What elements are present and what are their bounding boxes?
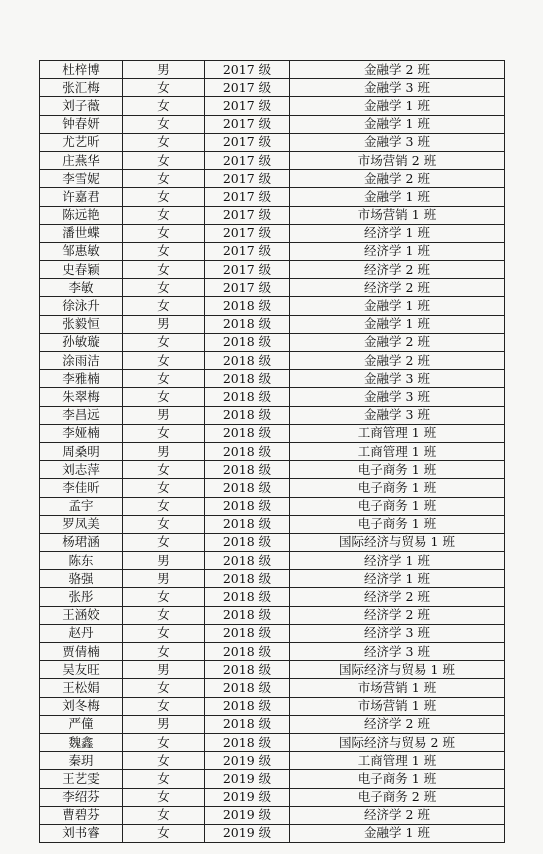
student-name-cell: 严僮	[40, 715, 123, 733]
student-name-cell: 周桑明	[40, 442, 123, 460]
table-row	[40, 133, 505, 151]
class-cell: 金融学 1 班	[290, 188, 505, 206]
table-row	[40, 352, 505, 370]
class-cell: 经济学 2 班	[290, 606, 505, 624]
gender-cell: 女	[123, 824, 205, 842]
student-name-cell: 许嘉君	[40, 188, 123, 206]
class-cell: 国际经济与贸易 2 班	[290, 733, 505, 751]
table-row	[40, 606, 505, 624]
class-cell: 市场营销 1 班	[290, 206, 505, 224]
gender-cell: 男	[123, 61, 205, 79]
class-cell: 经济学 2 班	[290, 279, 505, 297]
gender-cell: 女	[123, 606, 205, 624]
class-cell: 电子商务 1 班	[290, 770, 505, 788]
grade-cell: 2017 级	[205, 79, 290, 97]
gender-cell: 男	[123, 570, 205, 588]
grade-cell: 2018 级	[205, 715, 290, 733]
gender-cell: 男	[123, 406, 205, 424]
gender-cell: 女	[123, 188, 205, 206]
class-cell: 金融学 2 班	[290, 333, 505, 351]
gender-cell: 女	[123, 151, 205, 169]
grade-cell: 2017 级	[205, 151, 290, 169]
class-cell: 金融学 1 班	[290, 297, 505, 315]
student-name-cell: 张汇梅	[40, 79, 123, 97]
student-name-cell: 刘子薇	[40, 97, 123, 115]
student-name-cell: 邹惠敏	[40, 242, 123, 260]
student-name-cell: 魏鑫	[40, 733, 123, 751]
gender-cell: 女	[123, 643, 205, 661]
grade-cell: 2017 级	[205, 261, 290, 279]
gender-cell: 女	[123, 752, 205, 770]
student-name-cell: 徐泳升	[40, 297, 123, 315]
student-name-cell: 尤艺昕	[40, 133, 123, 151]
grade-cell: 2017 级	[205, 170, 290, 188]
gender-cell: 女	[123, 97, 205, 115]
table-row	[40, 733, 505, 751]
class-cell: 市场营销 1 班	[290, 679, 505, 697]
gender-cell: 女	[123, 388, 205, 406]
table-row	[40, 315, 505, 333]
grade-cell: 2019 级	[205, 752, 290, 770]
table-row	[40, 588, 505, 606]
class-cell: 市场营销 1 班	[290, 697, 505, 715]
class-cell: 电子商务 1 班	[290, 497, 505, 515]
class-cell: 经济学 3 班	[290, 624, 505, 642]
grade-cell: 2018 级	[205, 497, 290, 515]
student-name-cell: 刘书睿	[40, 824, 123, 842]
class-cell: 经济学 3 班	[290, 643, 505, 661]
grade-cell: 2018 级	[205, 461, 290, 479]
gender-cell: 女	[123, 333, 205, 351]
gender-cell: 男	[123, 442, 205, 460]
grade-cell: 2018 级	[205, 333, 290, 351]
gender-cell: 女	[123, 497, 205, 515]
grade-cell: 2017 级	[205, 188, 290, 206]
student-name-cell: 李娅楠	[40, 424, 123, 442]
grade-cell: 2018 级	[205, 315, 290, 333]
gender-cell: 女	[123, 733, 205, 751]
gender-cell: 女	[123, 679, 205, 697]
class-cell: 金融学 2 班	[290, 352, 505, 370]
grade-cell: 2018 级	[205, 624, 290, 642]
grade-cell: 2018 级	[205, 697, 290, 715]
gender-cell: 女	[123, 424, 205, 442]
class-cell: 经济学 2 班	[290, 261, 505, 279]
student-name-cell: 刘冬梅	[40, 697, 123, 715]
class-cell: 金融学 3 班	[290, 388, 505, 406]
grade-cell: 2017 级	[205, 61, 290, 79]
gender-cell: 女	[123, 279, 205, 297]
table-row	[40, 661, 505, 679]
student-name-cell: 刘志萍	[40, 461, 123, 479]
student-name-cell: 钟春妍	[40, 115, 123, 133]
student-name-cell: 涂雨洁	[40, 352, 123, 370]
class-cell: 金融学 3 班	[290, 370, 505, 388]
table-row	[40, 406, 505, 424]
table-row	[40, 497, 505, 515]
table-row	[40, 424, 505, 442]
grade-cell: 2018 级	[205, 424, 290, 442]
gender-cell: 女	[123, 806, 205, 824]
class-cell: 国际经济与贸易 1 班	[290, 533, 505, 551]
student-name-cell: 秦玥	[40, 752, 123, 770]
table-row	[40, 697, 505, 715]
table-row	[40, 61, 505, 79]
student-name-cell: 赵丹	[40, 624, 123, 642]
table-row	[40, 297, 505, 315]
table-row	[40, 188, 505, 206]
grade-cell: 2017 级	[205, 97, 290, 115]
student-name-cell: 杜梓博	[40, 61, 123, 79]
student-name-cell: 李佳昕	[40, 479, 123, 497]
gender-cell: 女	[123, 770, 205, 788]
gender-cell: 女	[123, 297, 205, 315]
table-row	[40, 115, 505, 133]
student-name-cell: 罗凤美	[40, 515, 123, 533]
grade-cell: 2018 级	[205, 606, 290, 624]
class-cell: 国际经济与贸易 1 班	[290, 661, 505, 679]
grade-cell: 2018 级	[205, 533, 290, 551]
student-name-cell: 孟宇	[40, 497, 123, 515]
class-cell: 工商管理 1 班	[290, 424, 505, 442]
grade-cell: 2018 级	[205, 442, 290, 460]
student-name-cell: 李雅楠	[40, 370, 123, 388]
grade-cell: 2018 级	[205, 297, 290, 315]
gender-cell: 女	[123, 788, 205, 806]
table-row	[40, 533, 505, 551]
table-row	[40, 788, 505, 806]
gender-cell: 女	[123, 206, 205, 224]
class-cell: 金融学 3 班	[290, 133, 505, 151]
gender-cell: 男	[123, 552, 205, 570]
gender-cell: 男	[123, 715, 205, 733]
class-cell: 金融学 1 班	[290, 315, 505, 333]
gender-cell: 女	[123, 588, 205, 606]
table-row	[40, 442, 505, 460]
student-name-cell: 张彤	[40, 588, 123, 606]
grade-cell: 2019 级	[205, 806, 290, 824]
class-cell: 经济学 2 班	[290, 806, 505, 824]
table-row	[40, 388, 505, 406]
table-row	[40, 224, 505, 242]
grade-cell: 2017 级	[205, 133, 290, 151]
roster-body	[40, 61, 505, 843]
student-name-cell: 陈远艳	[40, 206, 123, 224]
table-row	[40, 715, 505, 733]
grade-cell: 2017 级	[205, 279, 290, 297]
grade-cell: 2018 级	[205, 515, 290, 533]
class-cell: 电子商务 1 班	[290, 515, 505, 533]
student-name-cell: 曹碧芬	[40, 806, 123, 824]
student-name-cell: 朱翠梅	[40, 388, 123, 406]
class-cell: 电子商务 1 班	[290, 461, 505, 479]
grade-cell: 2018 级	[205, 479, 290, 497]
grade-cell: 2018 级	[205, 552, 290, 570]
gender-cell: 女	[123, 533, 205, 551]
grade-cell: 2017 级	[205, 115, 290, 133]
grade-cell: 2018 级	[205, 406, 290, 424]
table-row	[40, 242, 505, 260]
class-cell: 金融学 2 班	[290, 61, 505, 79]
table-row	[40, 624, 505, 642]
table-row	[40, 806, 505, 824]
student-name-cell: 王艺雯	[40, 770, 123, 788]
gender-cell: 女	[123, 461, 205, 479]
grade-cell: 2018 级	[205, 733, 290, 751]
gender-cell: 男	[123, 315, 205, 333]
table-row	[40, 97, 505, 115]
class-cell: 金融学 1 班	[290, 115, 505, 133]
grade-cell: 2018 级	[205, 370, 290, 388]
class-cell: 金融学 3 班	[290, 406, 505, 424]
grade-cell: 2017 级	[205, 242, 290, 260]
class-cell: 工商管理 1 班	[290, 752, 505, 770]
table-row	[40, 479, 505, 497]
gender-cell: 女	[123, 352, 205, 370]
student-name-cell: 贾倩楠	[40, 643, 123, 661]
grade-cell: 2018 级	[205, 643, 290, 661]
gender-cell: 女	[123, 242, 205, 260]
class-cell: 工商管理 1 班	[290, 442, 505, 460]
class-cell: 经济学 1 班	[290, 224, 505, 242]
table-row	[40, 206, 505, 224]
grade-cell: 2018 级	[205, 388, 290, 406]
grade-cell: 2019 级	[205, 788, 290, 806]
table-row	[40, 333, 505, 351]
table-row	[40, 461, 505, 479]
grade-cell: 2019 级	[205, 824, 290, 842]
table-row	[40, 824, 505, 842]
table-row	[40, 570, 505, 588]
student-name-cell: 李绍芬	[40, 788, 123, 806]
student-name-cell: 王涵姣	[40, 606, 123, 624]
class-cell: 电子商务 1 班	[290, 479, 505, 497]
student-roster-table	[39, 60, 505, 843]
class-cell: 金融学 2 班	[290, 170, 505, 188]
table-row	[40, 552, 505, 570]
table-row	[40, 679, 505, 697]
class-cell: 电子商务 2 班	[290, 788, 505, 806]
gender-cell: 女	[123, 133, 205, 151]
table-row	[40, 151, 505, 169]
student-name-cell: 潘世蝶	[40, 224, 123, 242]
table-row	[40, 79, 505, 97]
student-name-cell: 孙敏璇	[40, 333, 123, 351]
table-row	[40, 370, 505, 388]
grade-cell: 2019 级	[205, 770, 290, 788]
table-row	[40, 752, 505, 770]
gender-cell: 女	[123, 170, 205, 188]
class-cell: 经济学 1 班	[290, 570, 505, 588]
class-cell: 金融学 3 班	[290, 79, 505, 97]
gender-cell: 女	[123, 515, 205, 533]
gender-cell: 女	[123, 697, 205, 715]
student-name-cell: 张毅恒	[40, 315, 123, 333]
table-row	[40, 515, 505, 533]
student-name-cell: 史春颖	[40, 261, 123, 279]
table-row	[40, 261, 505, 279]
grade-cell: 2017 级	[205, 206, 290, 224]
student-name-cell: 王松娟	[40, 679, 123, 697]
student-name-cell: 陈东	[40, 552, 123, 570]
class-cell: 金融学 1 班	[290, 97, 505, 115]
class-cell: 经济学 1 班	[290, 242, 505, 260]
gender-cell: 女	[123, 115, 205, 133]
student-name-cell: 李雪妮	[40, 170, 123, 188]
class-cell: 经济学 2 班	[290, 588, 505, 606]
grade-cell: 2018 级	[205, 679, 290, 697]
gender-cell: 女	[123, 479, 205, 497]
student-name-cell: 吴友旺	[40, 661, 123, 679]
class-cell: 市场营销 2 班	[290, 151, 505, 169]
student-name-cell: 庄燕华	[40, 151, 123, 169]
gender-cell: 女	[123, 261, 205, 279]
class-cell: 经济学 2 班	[290, 715, 505, 733]
class-cell: 金融学 1 班	[290, 824, 505, 842]
grade-cell: 2017 级	[205, 224, 290, 242]
student-name-cell: 骆强	[40, 570, 123, 588]
grade-cell: 2018 级	[205, 570, 290, 588]
table-row	[40, 643, 505, 661]
grade-cell: 2018 级	[205, 588, 290, 606]
table-row	[40, 770, 505, 788]
table-row	[40, 170, 505, 188]
student-name-cell: 李昌远	[40, 406, 123, 424]
gender-cell: 女	[123, 79, 205, 97]
gender-cell: 女	[123, 624, 205, 642]
student-name-cell: 李敏	[40, 279, 123, 297]
gender-cell: 女	[123, 370, 205, 388]
table-row	[40, 279, 505, 297]
gender-cell: 女	[123, 224, 205, 242]
grade-cell: 2018 级	[205, 352, 290, 370]
class-cell: 经济学 1 班	[290, 552, 505, 570]
gender-cell: 男	[123, 661, 205, 679]
grade-cell: 2018 级	[205, 661, 290, 679]
student-name-cell: 杨珺涵	[40, 533, 123, 551]
